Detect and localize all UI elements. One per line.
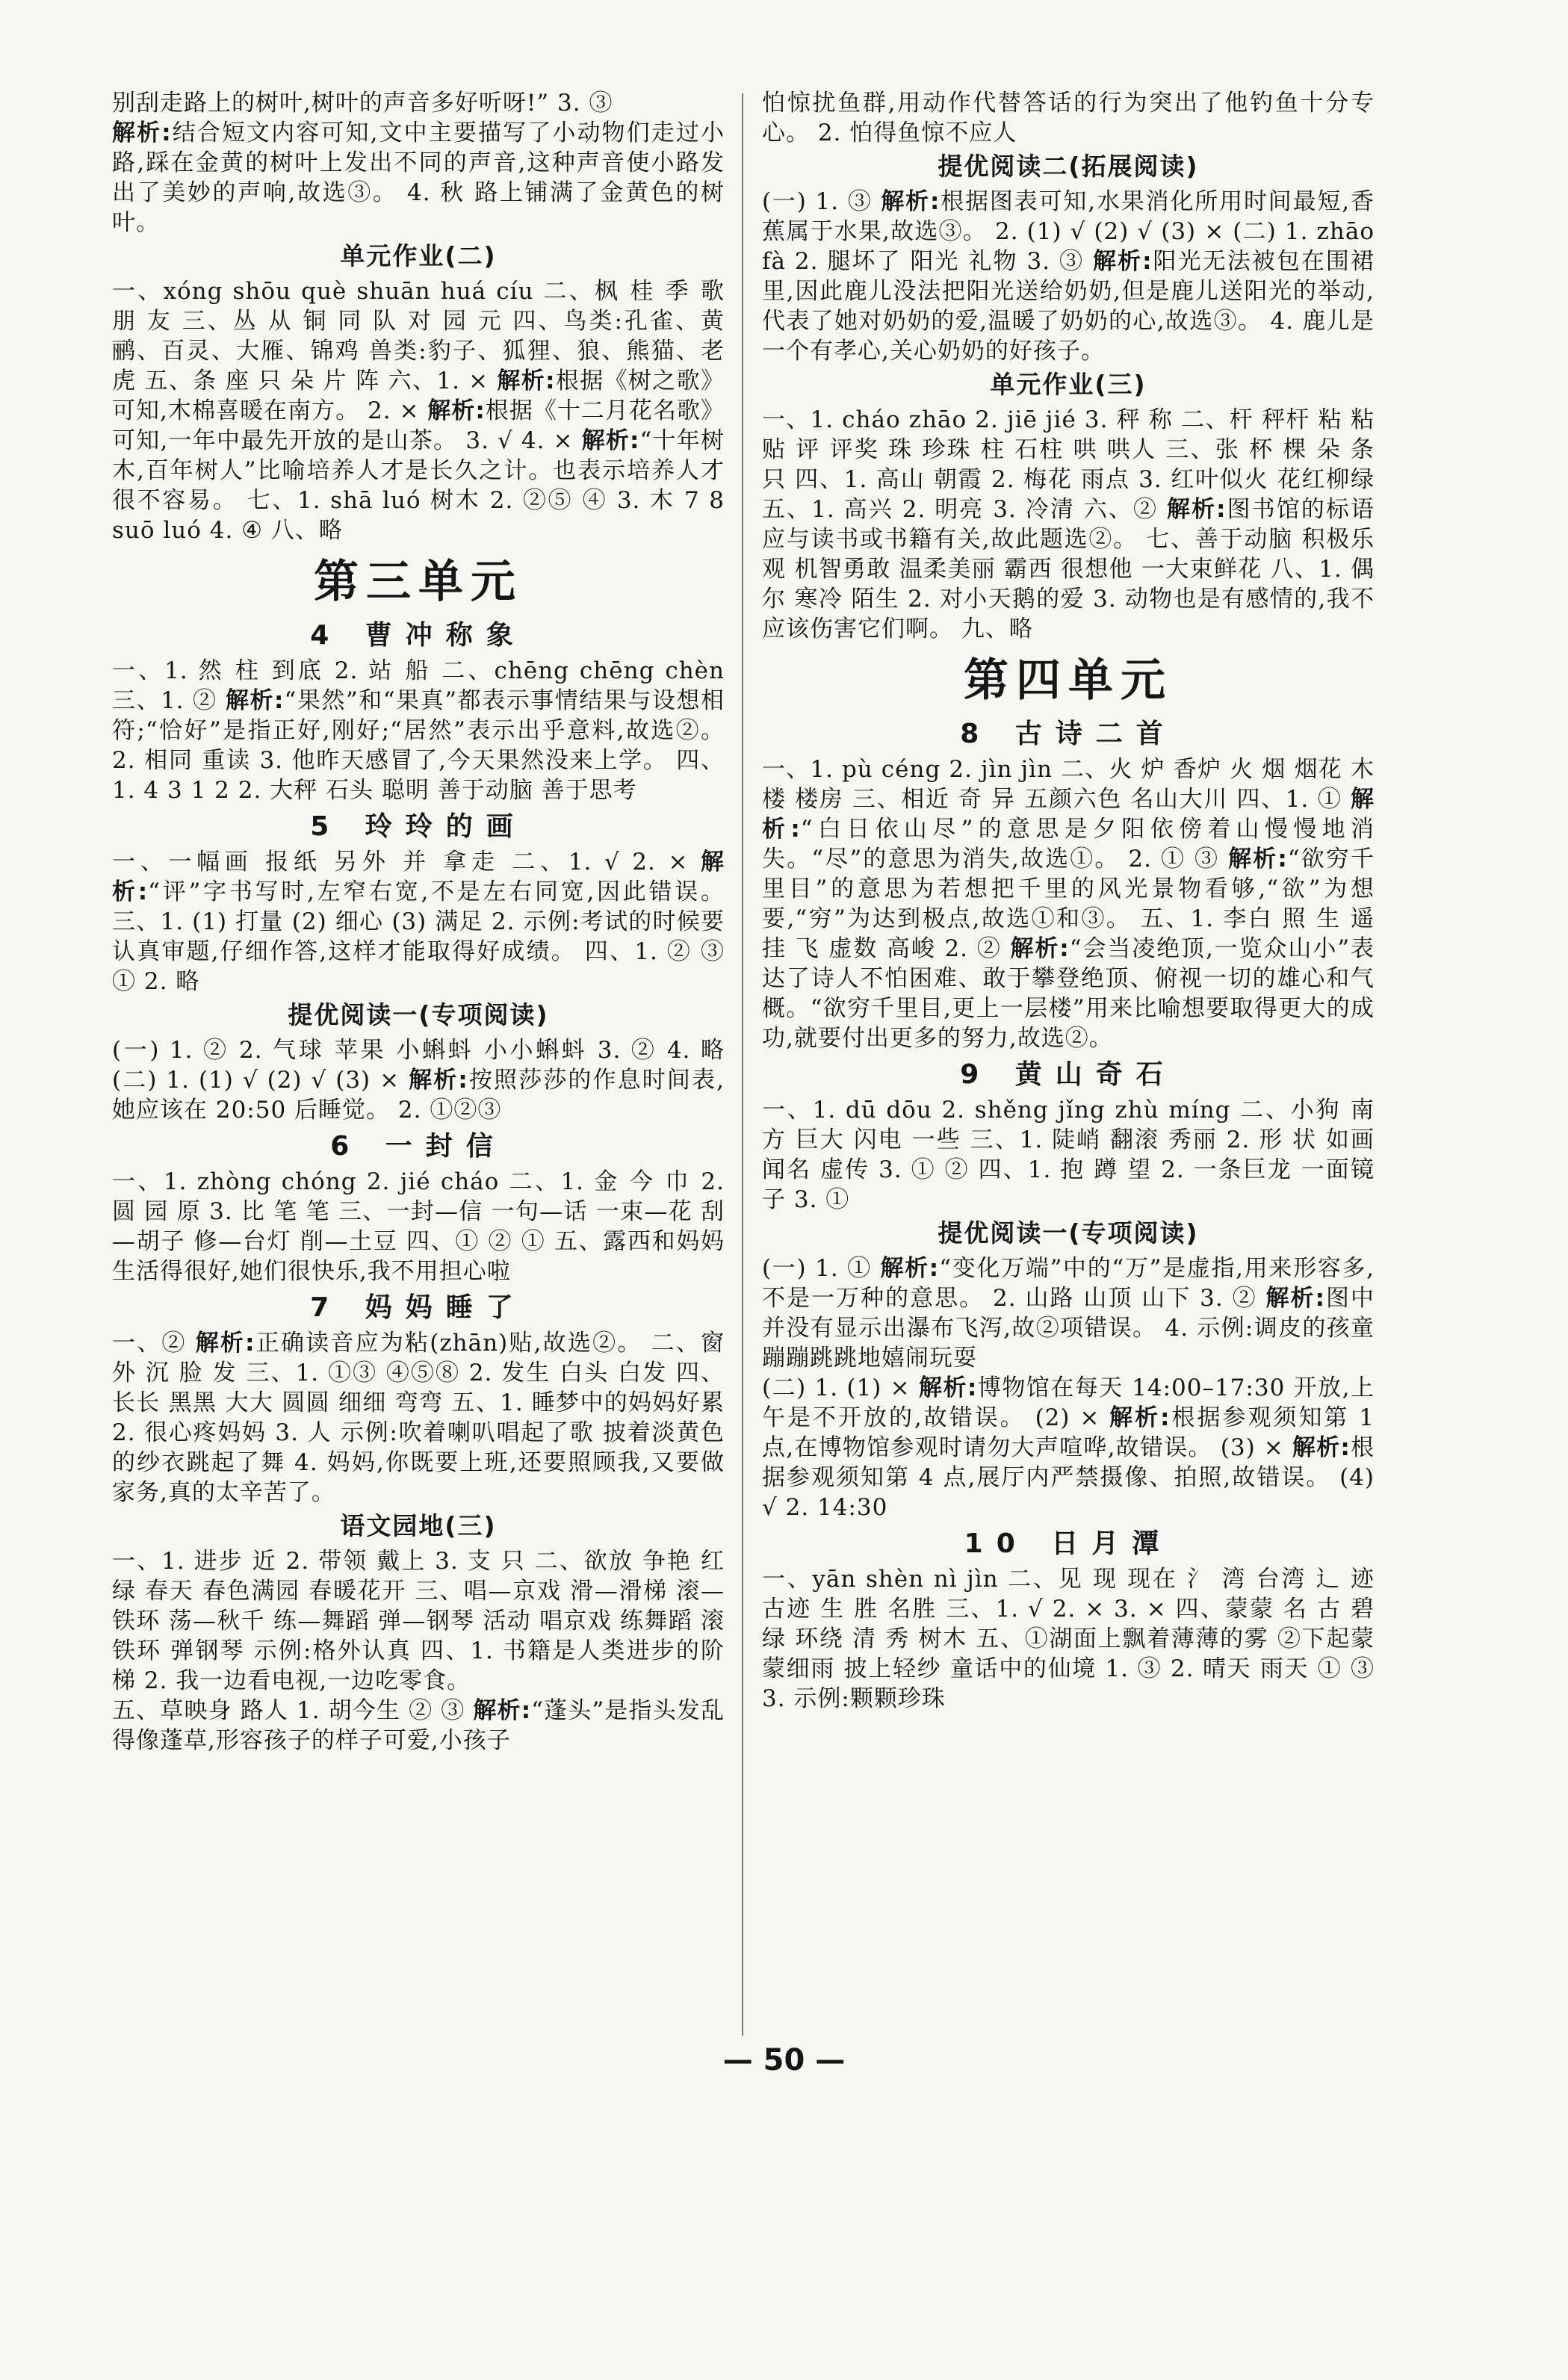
answer-paragraph: 一、一幅画 报纸 另外 并 拿走 二、1. √ 2. × 解析:“评”字书写时,左窄右宽,不是左右同宽,因此错误。 三、1. (1) 打量 (2) 细心 (3) 满足 2. 示例:考试的时候要认真审题,仔细作答,这样才能取得好成绩。 四、1. ② ③ ① 2. 略 bbox=[112, 849, 725, 995]
answer-paragraph: 一、1. zhòng chóng 2. jié cháo 二、1. 金 今 巾 2. 圆 园 原 3. 比 笔 笔 三、一封—信 一句—话 一束—花 刮—胡子 修—台灯 削—土豆 四、① ② ① 五、露西和妈妈生活得很好,她们很快乐,我不用担心啦 bbox=[112, 1168, 725, 1285]
section-heading: 单元作业(三) bbox=[990, 370, 1147, 399]
right-column bbox=[762, 88, 1375, 1714]
answer-paragraph: (二) 1. (1) × 解析:博物馆在每天 14:00–17:30 开放,上午是不开放的,故错误。 (2) × 解析:根据参观须知第 1 点,在博物馆参观时请勿大声喧哗,故错误。 (3) × 解析:根据参观须知第 4 点,展厅内严禁摄像、拍照,故错误。 (4) √ 2. 14:30 bbox=[762, 1375, 1375, 1521]
lesson-heading: 7 妈妈睡了 bbox=[310, 1292, 527, 1323]
section-heading: 单元作业(二) bbox=[340, 241, 497, 270]
answer-paragraph: (一) 1. ② 2. 气球 苹果 小蝌蚪 小小蝌蚪 3. ② 4. 略 (二) 1. (1) √ (2) √ (3) × 解析:按照莎莎的作息时间表,她应该在 20:50 后睡觉。 2. ①②③ bbox=[112, 1037, 725, 1124]
answer-paragraph: 解析:结合短文内容可知,文中主要描写了小动物们走过小路,踩在金黄的树叶上发出不同的声音,这种声音使小路发出了美妙的声响,故选③。 4. 秋 路上铺满了金黄色的树叶。 bbox=[112, 120, 725, 236]
answer-paragraph: 别刮走路上的树叶,树叶的声音多好听呀!” 3. ③ bbox=[112, 90, 613, 117]
lesson-heading: 5 玲玲的画 bbox=[310, 811, 527, 842]
answer-paragraph: 一、xóng shōu què shuān huá cíu 二、枫 桂 季 歌 朋 友 三、丛 从 铜 同 队 对 园 元 四、鸟类:孔雀、黄鹂、百灵、大雁、锦鸡 兽类:豹子、狐狸、狼、熊猫、老虎 五、条 座 只 朵 片 阵 六、1. × 解析:根据《树之歌》可知,木棉喜暖在南方。 2. × 解析:根据《十二月花名歌》可知,一年中最先开放的是山茶。 3. √ 4. × 解析:“十年树木,百年树人”比喻培养人才是长久之计。也表示培养人才很不容易。 七、1. shā luó 树木 2. ②⑤ ④ 3. 木 7 8 suō luó 4. ④ 八、略 bbox=[112, 278, 725, 544]
answer-paragraph: 一、1. cháo zhāo 2. jiē jié 3. 秤 称 二、杆 秤杆 粘 粘贴 评 评奖 珠 珍珠 柱 石柱 哄 哄人 三、张 杯 棵 朵 条 只 四、1. 高山 朝霞 2. 梅花 雨点 3. 红叶似火 花红柳绿 五、1. 高兴 2. 明亮 3. 冷清 六、② 解析:图书馆的标语应与读书或书籍有关,故此题选②。 七、善于动脑 积极乐观 机智勇敢 温柔美丽 霸西 很想他 一大束鲜花 八、1. 偶尔 寒冷 陌生 2. 对小天鹅的爱 3. 动物也是有感情的,我不应该伤害它们啊。 九、略 bbox=[762, 406, 1375, 642]
section-heading: 提优阅读一(专项阅读) bbox=[288, 1000, 549, 1029]
section-heading: 提优阅读二(拓展阅读) bbox=[938, 152, 1199, 181]
lesson-heading: 9 黄山奇石 bbox=[960, 1059, 1177, 1090]
answer-paragraph: 怕惊扰鱼群,用动作代替答话的行为突出了他钓鱼十分专心。 2. 怕得鱼惊不应人 bbox=[762, 90, 1375, 146]
lesson-heading: 8 古诗二首 bbox=[960, 719, 1177, 749]
answer-paragraph: 一、yān shèn nì jìn 二、见 现 现在 氵 湾 台湾 辶 迹 古迹 生 胜 名胜 三、1. √ 2. × 3. × 四、蒙蒙 名 古 碧绿 环绕 清 秀 树木 五、①湖面上飘着薄薄的雾 ②下起蒙蒙细雨 披上轻纱 童话中的仙境 1. ③ 2. 晴天 雨天 ① ③ 3. 示例:颗颗珍珠 bbox=[762, 1566, 1375, 1712]
unit-heading: 第四单元 bbox=[964, 654, 1173, 707]
answer-paragraph: 一、1. dū dōu 2. shěng jǐng zhù míng 二、小狗 南方 巨大 闪电 一些 三、1. 陡峭 翻滚 秀丽 2. 形 状 如画 闻名 虚传 3. ① ② 四、1. 抱 蹲 望 2. 一条巨龙 一面镜子 3. ① bbox=[762, 1097, 1375, 1213]
page-number: — 50 — bbox=[722, 2043, 846, 2077]
lesson-heading: 6 一封信 bbox=[330, 1131, 506, 1162]
answer-paragraph: (一) 1. ③ 解析:根据图表可知,水果消化所用时间最短,香蕉属于水果,故选③。 2. (1) √ (2) √ (3) × (二) 1. zhāo fà 2. 腿坏了 阳光 礼物 3. ③ 解析:阳光无法被包在围裙里,因此鹿儿没法把阳光送给奶奶,但是鹿儿送阳光的举动,代表了她对奶奶的爱,温暖了奶奶的心,故选③。 4. 鹿儿是一个有孝心,关心奶奶的好孩子。 bbox=[762, 188, 1375, 365]
unit-heading: 第三单元 bbox=[314, 556, 523, 608]
section-heading: 提优阅读一(专项阅读) bbox=[938, 1218, 1199, 1248]
lesson-heading: 4 曹冲称象 bbox=[310, 620, 527, 651]
answer-paragraph: 一、1. 然 柱 到底 2. 站 船 二、chēng chēng chèn 三、1. ② 解析:“果然”和“果真”都表示事情结果与设想相符;“恰好”是指正好,刚好;“居然”表示出乎意料,故选②。 2. 相同 重读 3. 他昨天感冒了,今天果然没来上学。 四、1. 4 3 1 2 2. 大秤 石头 聪明 善于动脑 善于思考 bbox=[112, 657, 725, 804]
answer-paragraph: 五、草映身 路人 1. 胡今生 ② ③ 解析:“蓬头”是指头发乱得像蓬草,形容孩子的样子可爱,小孩子 bbox=[112, 1697, 725, 1754]
column-divider bbox=[742, 93, 743, 2036]
answer-paragraph: 一、1. 进步 近 2. 带领 戴上 3. 支 只 二、欲放 争艳 红 绿 春天 春色满园 春暖花开 三、唱—京戏 滑—滑梯 滚—铁环 荡—秋千 练—舞蹈 弹—钢琴 活动 唱京戏 练舞蹈 滚铁环 弹钢琴 示例:格外认真 四、1. 书籍是人类进步的阶梯 2. 我一边看电视,一边吃零食。 bbox=[112, 1548, 725, 1694]
answer-paragraph: (一) 1. ① 解析:“变化万端”中的“万”是虚指,用来形容多,不是一万种的意思。 2. 山路 山顶 山下 3. ② 解析:图中并没有显示出瀑布飞泻,故②项错误。 4. 示例:调皮的孩童 蹦蹦跳跳地嬉闹玩耍 bbox=[762, 1255, 1375, 1372]
answer-paragraph: 一、1. pù céng 2. jìn jìn 二、火 炉 香炉 火 烟 烟花 木 楼 楼房 三、相近 奇 异 五颜六色 名山大川 四、1. ① 解析:“白日依山尽”的意思是夕阳依傍着山慢慢地消失。“尽”的意思为消失,故选①。 2. ① ③ 解析:“欲穷千里目”的意思为若想把千里的风光景物看够,“欲”为想要,“穷”为达到极点,故选①和③。 五、1. 李白 照 生 遥 挂 飞 虚数 高峻 2. ② 解析:“会当凌绝顶,一览众山小”表达了诗人不怕困难、敢于攀登绝顶、俯视一切的雄心和气概。“欲穷千里目,更上一层楼”用来比喻想要取得更大的成功,就要付出更多的努力,故选②。 bbox=[762, 756, 1375, 1052]
section-heading: 语文园地(三) bbox=[340, 1511, 497, 1540]
lesson-heading: 10 日月潭 bbox=[964, 1528, 1173, 1559]
answer-paragraph: 一、② 解析:正确读音应为粘(zhān)贴,故选②。 二、窗外 沉 脸 发 三、1. ①③ ④⑤⑧ 2. 发生 白头 白发 四、长长 黑黑 大大 圆圆 细细 弯弯 五、1. 睡梦中的妈妈好累 2. 很心疼妈妈 3. 人 示例:吹着喇叭唱起了歌 披着淡黄色的纱衣跳起了舞 4. 妈妈,你既要上班,还要照顾我,又要做家务,真的太辛苦了。 bbox=[112, 1330, 725, 1506]
left-column bbox=[112, 88, 725, 1755]
